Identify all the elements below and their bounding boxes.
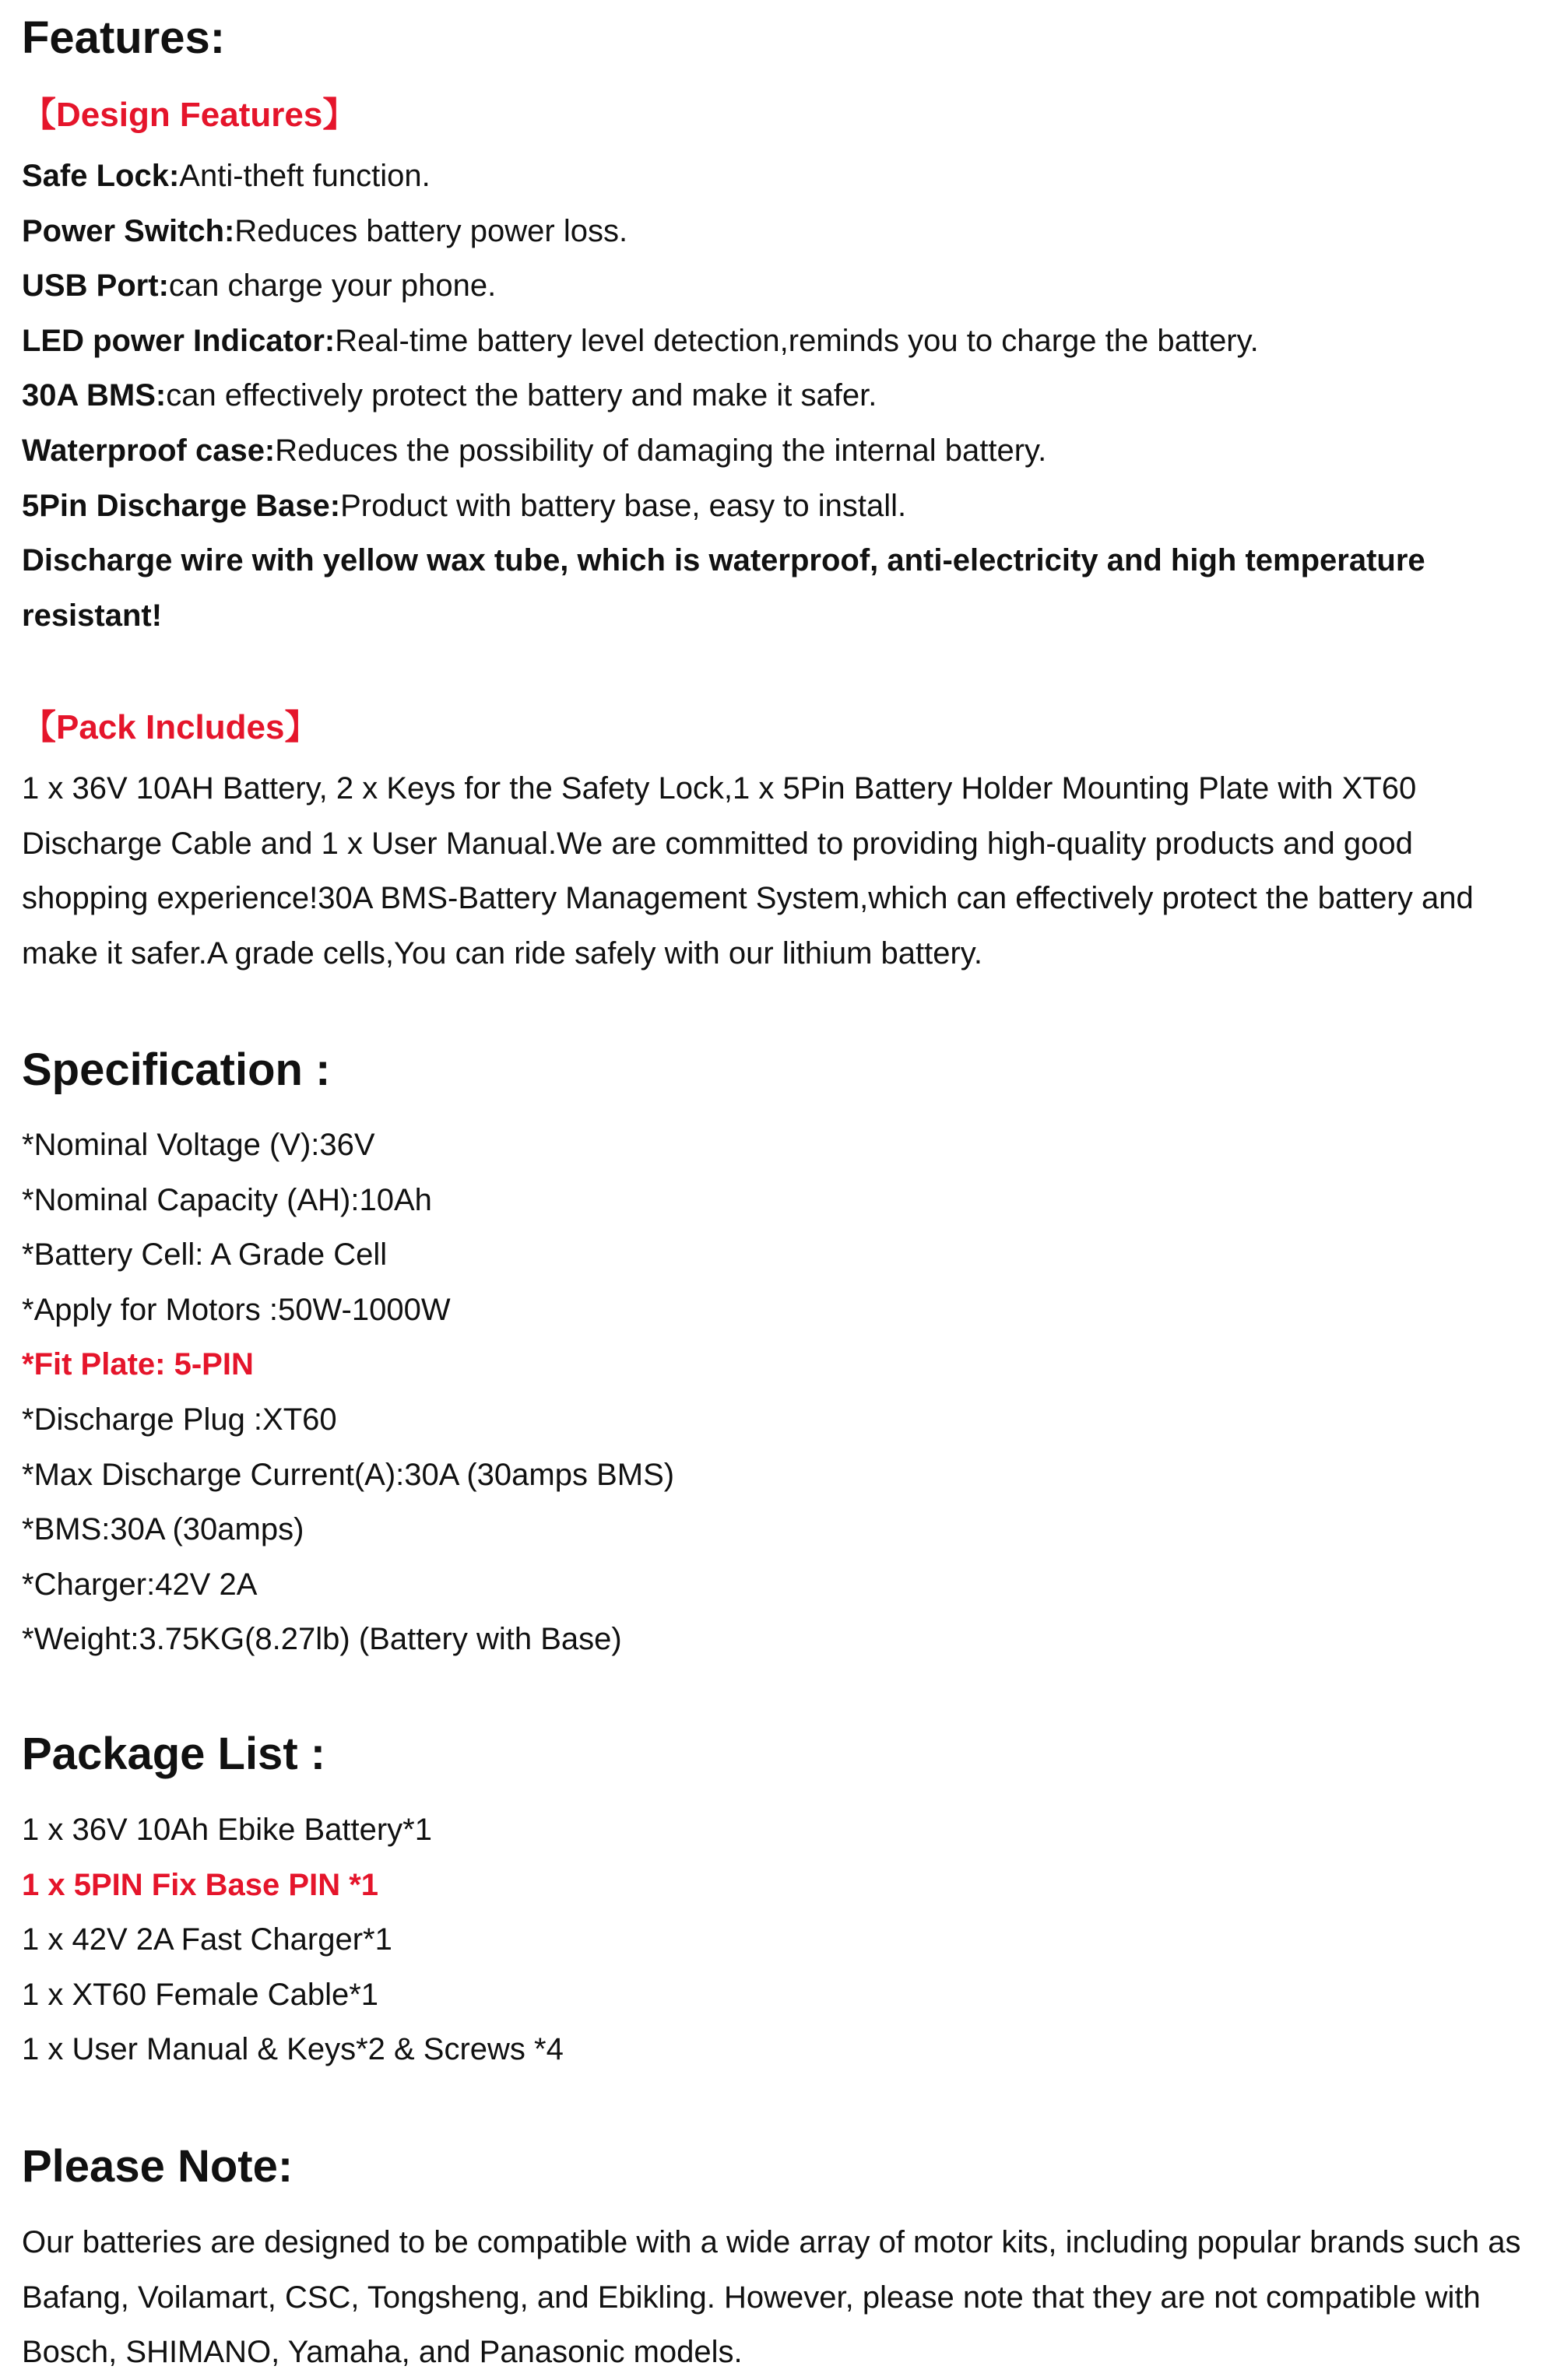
design-features-heading: 【Design Features】: [22, 96, 357, 134]
features-title: Features:: [22, 12, 226, 63]
spec-item: *Battery Cell: A Grade Cell: [22, 1237, 388, 1272]
spec-item: *Charger:42V 2A: [22, 1567, 258, 1602]
package-list-title: Package List :: [22, 1729, 326, 1779]
feature-item-safe-lock: Safe Lock:Anti-theft function.: [22, 159, 431, 193]
specification-title: Specification :: [22, 1044, 331, 1095]
spec-item: *Discharge Plug :XT60: [22, 1402, 337, 1437]
package-list: [22, 1803, 564, 2077]
feature-item-power-switch: Power Switch:Reduces battery power loss.: [22, 213, 628, 248]
spec-item: *Apply for Motors :50W-1000W: [22, 1292, 451, 1327]
please-note-title: Please Note:: [22, 2141, 293, 2192]
design-features-list: [22, 149, 1544, 643]
package-item: 1 x XT60 Female Cable*1: [22, 1977, 379, 2012]
spec-item-highlighted: *Fit Plate: 5-PIN: [22, 1347, 254, 1382]
feature-item-waterproof-case: Waterproof case:Reduces the possibility of damaging the internal battery.: [22, 433, 1047, 468]
feature-item-discharge-base: 5Pin Discharge Base:Product with battery base, easy to install.: [22, 488, 907, 523]
package-item: 1 x 36V 10Ah Ebike Battery*1: [22, 1813, 432, 1847]
please-note-text: Our batteries are designed to be compatible with a wide array of motor kits, including popular brands such as Bafang, Voilamart, CSC, Tongsheng, and Ebikling. However, please note that they are not compatible with Bosch, SHIMANO, Yamaha, and Panasonic models.: [22, 2225, 1521, 2370]
package-item: 1 x User Manual & Keys*2 & Screws *4: [22, 2032, 564, 2067]
specification-list: [22, 1118, 674, 1667]
feature-item-bms: 30A BMS:can effectively protect the battery and make it safer.: [22, 378, 877, 413]
pack-includes-text: 1 x 36V 10AH Battery, 2 x Keys for the Safety Lock,1 x 5Pin Battery Holder Mounting Plate with XT60 Discharge Cable and 1 x User Manual.We are committed to providing high-quality products and good shopping experience!30A BMS-Battery Management System,which can effectively protect the battery and make it safer.A grade cells,You can ride safely with our lithium battery.: [22, 771, 1474, 971]
feature-item-usb-port: USB Port:can charge your phone.: [22, 269, 497, 304]
package-item-highlighted: 1 x 5PIN Fix Base PIN *1: [22, 1867, 379, 1902]
feature-item-led-indicator: LED power Indicator:Real-time battery level detection,reminds you to charge the battery.: [22, 323, 1259, 358]
spec-item: *Nominal Voltage (V):36V: [22, 1128, 375, 1162]
pack-includes-heading: 【Pack Includes】: [22, 708, 319, 746]
spec-item: *Weight:3.75KG(8.27lb) (Battery with Base): [22, 1622, 622, 1657]
discharge-wire-note: Discharge wire with yellow wax tube, which is waterproof, anti-electricity and high temperature resistant!: [22, 543, 1425, 633]
spec-item: *Max Discharge Current(A):30A (30amps BMS): [22, 1457, 675, 1492]
spec-item: *Nominal Capacity (AH):10Ah: [22, 1182, 432, 1217]
package-item: 1 x 42V 2A Fast Charger*1: [22, 1922, 392, 1957]
spec-item: *BMS:30A (30amps): [22, 1512, 304, 1547]
